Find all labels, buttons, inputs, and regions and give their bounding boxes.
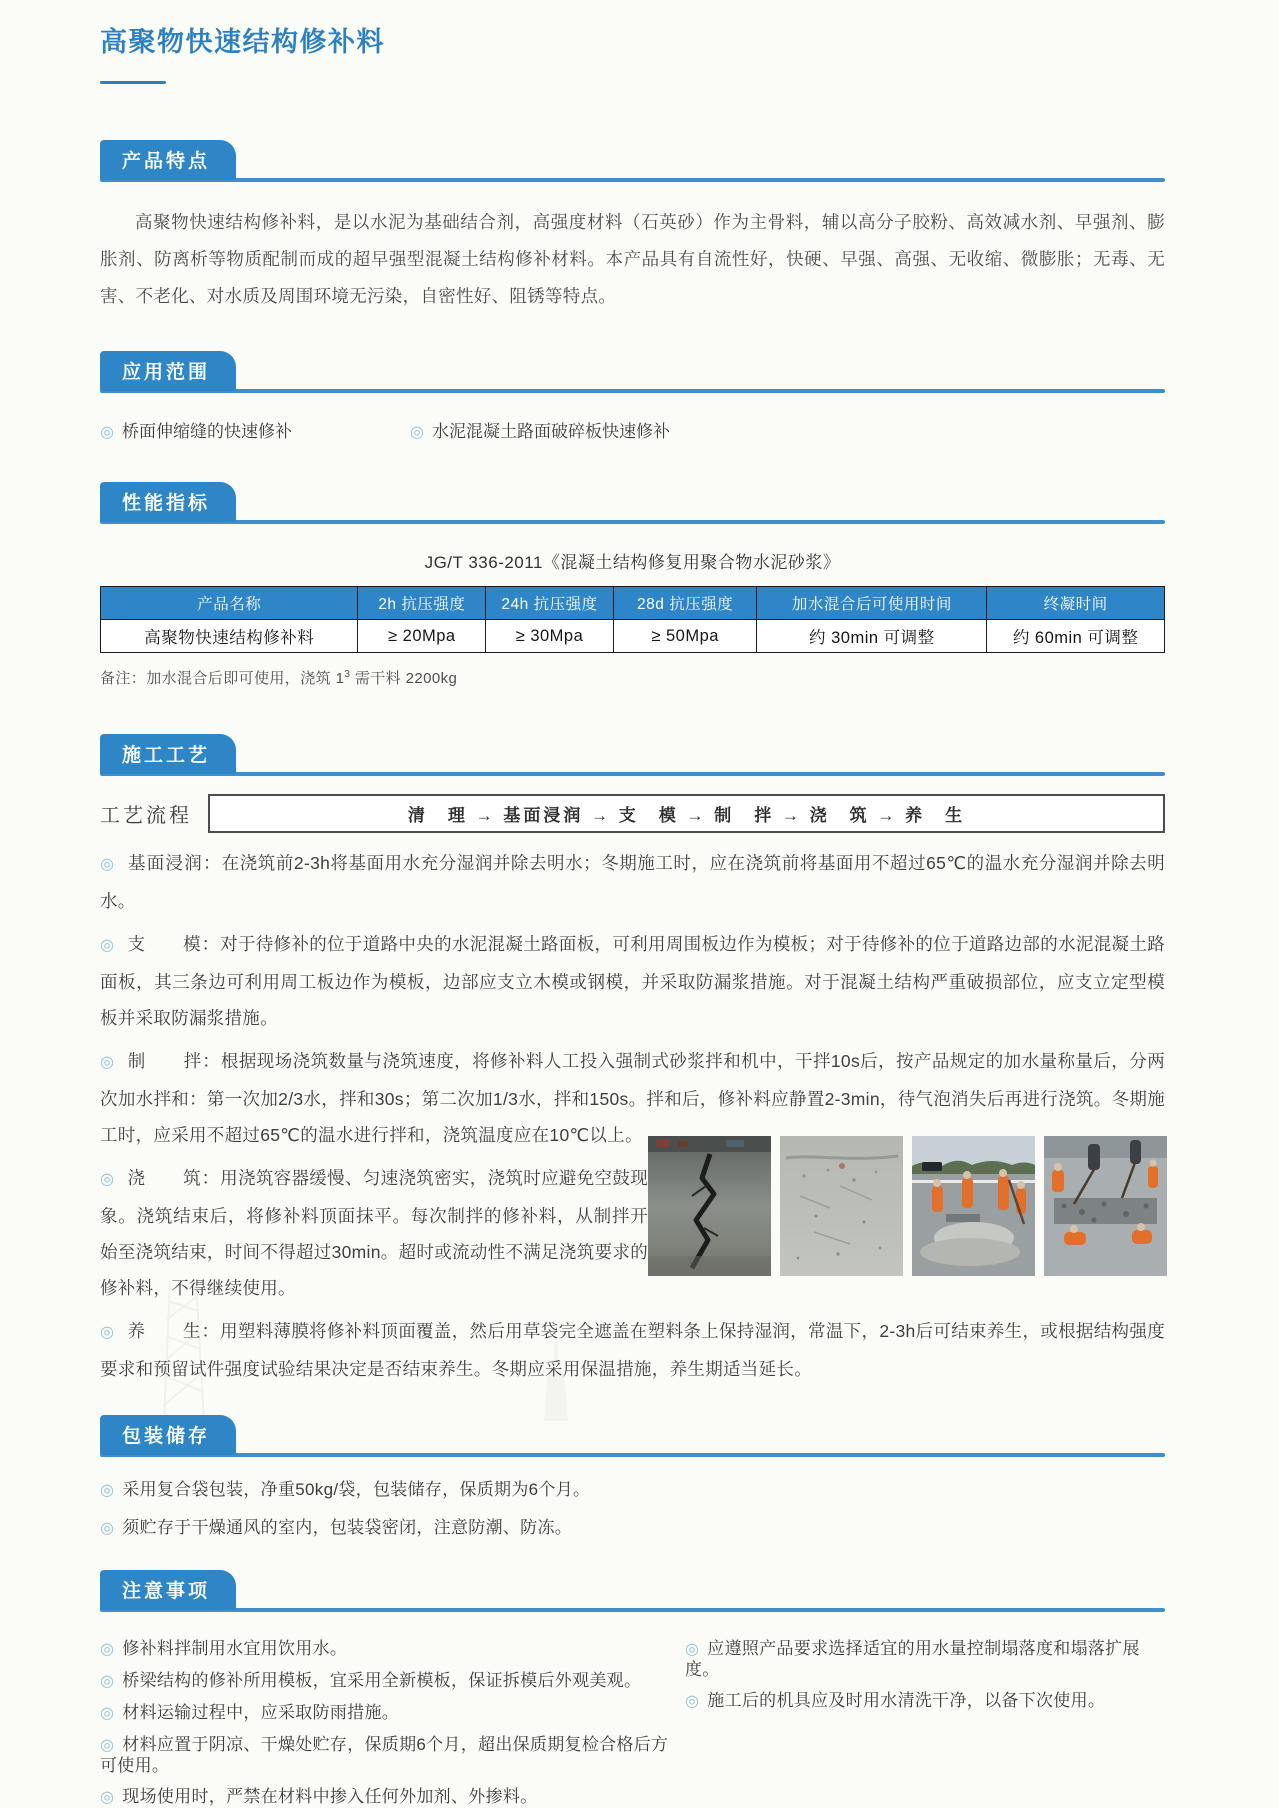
step-label: 制 拌：	[127, 1051, 221, 1071]
section-features	[100, 140, 1165, 315]
section-rule	[100, 772, 1165, 776]
table-cell: ≥ 30Mpa	[486, 620, 614, 653]
packaging-item	[100, 1513, 1165, 1538]
table-cell: 高聚物快速结构修补料	[101, 620, 358, 653]
application-item	[100, 417, 410, 442]
application-items	[100, 417, 1165, 442]
application-item-label: 桥面伸缩缝的快速修补	[121, 422, 292, 441]
step-text: 在浇筑前2-3h将基面用水充分湿润并除去明水；冬期施工时，应在浇筑前将基面用不超过65℃的温水充分湿润并除去明水。	[100, 853, 1165, 911]
precaution-item	[685, 1691, 1165, 1712]
step-label: 养 生：	[127, 1321, 221, 1341]
section-tab-precautions: 注意事项	[100, 1570, 236, 1610]
section-header-packaging	[100, 1415, 1165, 1457]
features-paragraph: 高聚物快速结构修补料，是以水泥为基础结合剂，高强度材料（石英砂）作为主骨料，辅以高分子胶粉、高效减水剂、早强剂、膨胀剂、防离析等物质配制而成的超早强型混凝土结构修补材料。本产品具有自流性好，快硬、早强、高强、无收缩、微膨胀；无毒、无害、不老化、对水质及周围环境无污染，自密性好、阻锈等特点。	[100, 212, 1165, 306]
precaution-column-left	[100, 1628, 685, 1808]
section-precautions	[100, 1570, 1165, 1808]
precaution-item	[100, 1703, 685, 1724]
step-text: 根据现场浇筑数量与浇筑速度，将修补料人工投入强制式砂浆拌和机中，干拌10s后，按产品规定的加水量称量后，分两次加水拌和：第一次加2/3水，拌和30s；第二次加1/3水，拌和150s。拌和后，修补料应静置2-3min，待气泡消失后再进行浇筑。冬期施工时，应采用不超过65℃的温水进行拌和，浇筑温度应在10℃以上。	[100, 1051, 1165, 1145]
precaution-item	[100, 1639, 685, 1660]
bullet-icon: ◎	[100, 1789, 115, 1806]
table-header-cell: 加水混合后可使用时间	[757, 587, 987, 620]
table-cell: 约 60min 可调整	[987, 620, 1165, 653]
section-rule	[100, 178, 1165, 182]
construction-steps	[100, 845, 1165, 1387]
bullet-icon: ◎	[100, 424, 114, 441]
step-label: 基面浸润：	[127, 853, 222, 873]
section-tab-features: 产品特点	[100, 140, 236, 180]
step-text: 对于待修补的位于道路中央的水泥混凝土路面板，可利用周围板边作为模板；对于待修补的位于道路边部的水泥混凝土路面板，其三条边可利用周工板边作为模板，边部应支立木模或钢模，并采取防漏浆措施。对于混凝土结构严重破损部位，应支立定型模板并采取防漏浆措施。	[100, 934, 1165, 1028]
table-header-cell: 28d 抗压强度	[613, 587, 757, 620]
bullet-icon: ◎	[100, 937, 115, 954]
table-header-cell: 24h 抗压强度	[486, 587, 614, 620]
page-title: 高聚物快速结构修补料	[100, 27, 385, 57]
section-header-precautions	[100, 1570, 1165, 1612]
bullet-icon: ◎	[100, 1737, 115, 1754]
bullet-icon: ◎	[685, 1693, 700, 1710]
section-tab-application: 应用范围	[100, 351, 236, 391]
step-text: 用浇筑容器缓慢、匀速浇筑密实，浇筑时应避免空鼓现象。浇筑结束后，将修补料顶面抹平。每次制拌的修补料，从制拌开始至浇筑结束，时间不得超过30min。超时或流动性不满足浇筑要求的修补料，不得继续使用。	[100, 1168, 649, 1298]
section-header-application	[100, 351, 1165, 393]
construction-photo-strip	[648, 1136, 1167, 1276]
bullet-icon: ◎	[100, 856, 115, 873]
precaution-item-label: 材料运输过程中，应采取防雨措施。	[122, 1703, 400, 1722]
precaution-item-label: 材料应置于阴凉、干燥处贮存，保质期6个月，超出保质期复检合格后方可使用。	[100, 1735, 669, 1775]
precaution-item	[685, 1639, 1165, 1680]
packaging-item-label: 须贮存于干燥通风的室内，包装袋密闭，注意防潮、防冻。	[122, 1518, 573, 1537]
bullet-icon: ◎	[410, 424, 424, 441]
table-note-text: 备注：加水混合后即可使用，浇筑 1	[100, 670, 345, 687]
table-cell: ≥ 50Mpa	[613, 620, 757, 653]
process-flow-box: 清 理 → 基面浸润 → 支 模 → 制 拌 → 浇 筑 → 养 生	[208, 794, 1165, 833]
section-rule	[100, 1453, 1165, 1457]
product-sheet-page	[100, 20, 1165, 1808]
packaging-item-label: 采用复合袋包装，净重50kg/袋，包装储存，保质期为6个月。	[122, 1480, 591, 1499]
standard-caption: JG/T 336-2011《混凝土结构修复用聚合物水泥砂浆》	[424, 553, 841, 572]
bullet-icon: ◎	[100, 1705, 115, 1722]
bullet-icon: ◎	[100, 1520, 115, 1537]
precaution-item-label: 现场使用时，严禁在材料中掺入任何外加剂、外掺料。	[122, 1787, 538, 1806]
table-note-superscript: 3	[344, 669, 351, 680]
precaution-item-label: 桥梁结构的修补所用模板，宜采用全新模板，保证拆模后外观美观。	[122, 1671, 642, 1690]
bullet-icon: ◎	[100, 1324, 115, 1341]
cracked-pavement-photo	[648, 1136, 771, 1276]
application-item-label: 水泥混凝土路面破碎板快速修补	[431, 422, 670, 441]
table-note-text: 需干料 2200kg	[350, 670, 458, 687]
section-tab-construction: 施工工艺	[100, 734, 236, 774]
table-cell: ≥ 20Mpa	[358, 620, 486, 653]
section-header-performance	[100, 482, 1165, 524]
road-repair-crew-photo	[912, 1136, 1035, 1276]
application-item	[410, 417, 670, 442]
section-header-features	[100, 140, 1165, 182]
table-header-row	[101, 587, 1165, 620]
table-header-cell: 终凝时间	[987, 587, 1165, 620]
bullet-icon: ◎	[100, 1641, 115, 1658]
section-rule	[100, 389, 1165, 393]
table-header-cell: 产品名称	[101, 587, 358, 620]
bullet-icon: ◎	[685, 1641, 700, 1658]
table-header-cell: 2h 抗压强度	[358, 587, 486, 620]
construction-step-soaking	[100, 845, 1165, 919]
section-rule	[100, 520, 1165, 524]
precaution-item-label: 修补料拌制用水宜用饮用水。	[122, 1639, 348, 1658]
construction-step-curing	[100, 1313, 1165, 1387]
construction-step-formwork	[100, 926, 1165, 1036]
section-packaging	[100, 1415, 1165, 1538]
section-performance	[100, 482, 1165, 688]
section-application	[100, 351, 1165, 442]
process-flow	[100, 794, 1165, 833]
table-cell: 约 30min 可调整	[757, 620, 987, 653]
section-construction	[100, 734, 1165, 1387]
step-label: 浇 筑：	[127, 1168, 221, 1188]
bullet-icon: ◎	[100, 1673, 115, 1690]
process-flow-label: 工艺流程	[100, 805, 192, 827]
bullet-icon: ◎	[100, 1482, 115, 1499]
precaution-item	[100, 1735, 685, 1776]
patch-repair-crew-photo	[1044, 1136, 1167, 1276]
packaging-item	[100, 1475, 1165, 1500]
step-label: 支 模：	[127, 934, 221, 954]
table-note	[100, 667, 1165, 688]
precaution-item-label: 应遵照产品要求选择适宜的用水量控制塌落度和塌落扩展度。	[685, 1639, 1140, 1679]
concrete-surface-photo	[780, 1136, 903, 1276]
precaution-columns	[100, 1628, 1165, 1808]
table-row	[101, 620, 1165, 653]
section-tab-packaging: 包装储存	[100, 1415, 236, 1455]
precaution-item-label: 施工后的机具应及时用水清洗干净，以备下次使用。	[707, 1691, 1106, 1710]
construction-step-pouring	[100, 1160, 648, 1306]
bullet-icon: ◎	[100, 1171, 115, 1188]
pour-step-and-photos	[100, 1160, 1165, 1313]
packaging-items	[100, 1475, 1165, 1538]
step-text: 用塑料薄膜将修补料顶面覆盖，然后用草袋完全遮盖在塑料条上保持湿润，常温下，2-3h后可结束养生，或根据结构强度要求和预留试件强度试验结果决定是否结束养生。冬期应采用保温措施，养生期适当延长。	[100, 1321, 1165, 1379]
precaution-item	[100, 1671, 685, 1692]
title-underline	[100, 81, 166, 84]
section-tab-performance: 性能指标	[100, 482, 236, 522]
bullet-icon: ◎	[100, 1054, 115, 1071]
precaution-column-right	[685, 1628, 1165, 1808]
precaution-item	[100, 1787, 685, 1808]
section-header-construction	[100, 734, 1165, 776]
section-rule	[100, 1608, 1165, 1612]
performance-table	[100, 586, 1165, 653]
